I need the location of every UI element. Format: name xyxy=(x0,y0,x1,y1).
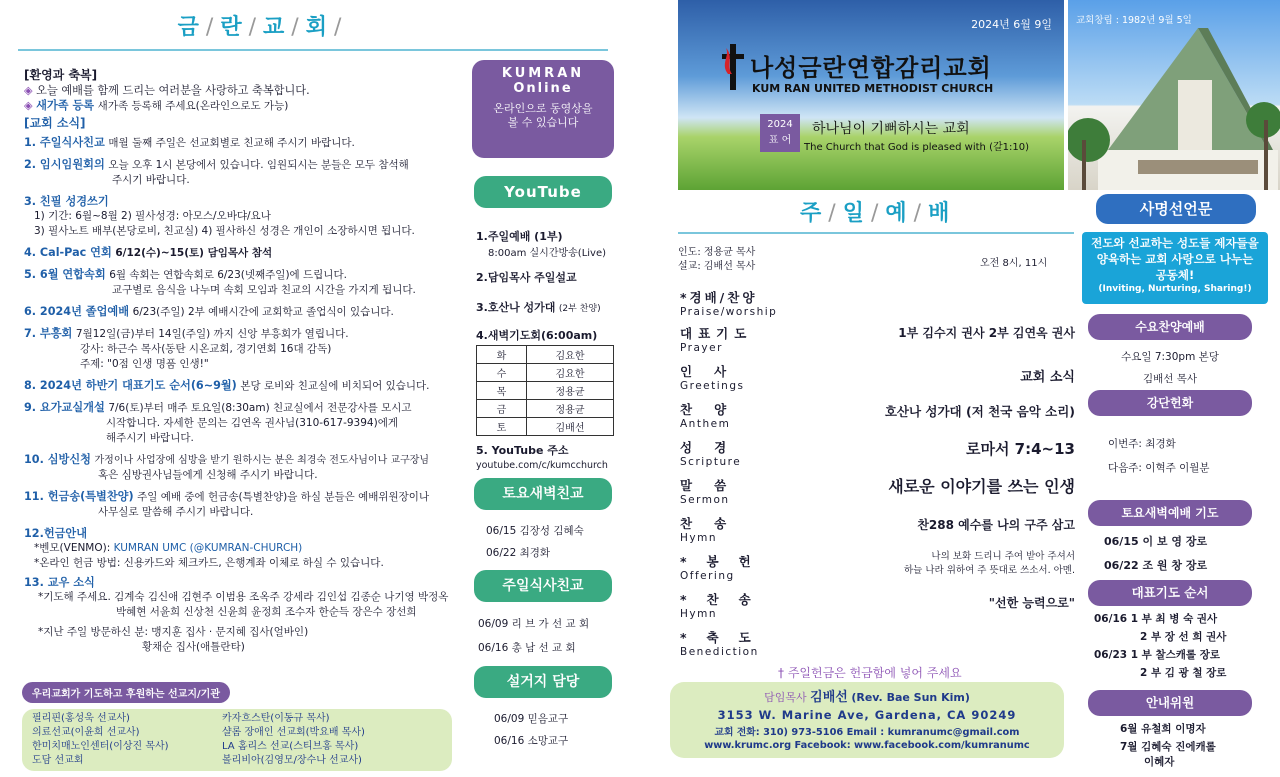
worship-row: 인사 Greetings 교회 소식 xyxy=(680,364,1075,392)
list-item: 6월 유철희 이명자 xyxy=(1120,723,1206,735)
pastor-label: 담임목사 xyxy=(764,691,807,704)
rep-prayer-heading: 대표기도 순서 xyxy=(1088,580,1252,606)
offering-line-2: 하늘 나라 위하여 주 뜻대로 쓰소서. 아멘. xyxy=(904,565,1075,576)
online-title-2: Online xyxy=(513,81,573,96)
contact-box xyxy=(670,682,1064,758)
news-item: 6. 2024년 졸업예배 6/23(주일) 2부 예배시간에 교회학교 졸업식이 있습니다. xyxy=(24,305,394,318)
yt-item: 1.주일예배 (1부) xyxy=(476,230,563,243)
welcome-line-2: ◈ 새가족 등록 새가족 등록해 주세요(온라인으로도 가능) xyxy=(24,99,289,112)
motto-en: The Church that God is pleased with (갈1:10) xyxy=(804,142,1029,153)
altar-flower-heading: 강단헌화 xyxy=(1088,390,1252,416)
dishwashing-heading: 설거지 담당 xyxy=(474,666,612,698)
list-item: 06/23 1 부 찰스캐롤 장로 xyxy=(1094,649,1220,661)
welcome-heading: [환영과 축복] xyxy=(24,68,98,82)
list-item: 2 부 김 광 철 장로 xyxy=(1140,667,1227,679)
mission-support-heading: 우리교회가 기도하고 후원하는 선교지/기관 xyxy=(22,682,230,703)
youtube-url[interactable]: youtube.com/c/kumcchurch xyxy=(476,460,608,471)
worship-time: 오전 8시, 11시 xyxy=(980,258,1048,269)
church-name-kr: 나성금란연합감리교회 xyxy=(750,54,992,82)
worship-info xyxy=(678,246,755,274)
dawn-prayer-table xyxy=(476,345,614,436)
mission-statement-en: (Inviting, Nurturing, Sharing!) xyxy=(1098,284,1252,294)
mission-item: 카자흐스탄(이동규 목사) xyxy=(222,713,330,724)
mission-item: LA 홈리스 선교(스티브홍 목사) xyxy=(222,741,359,752)
offering-line-1: 나의 보화 드리니 주여 받아 주셔서 xyxy=(931,551,1075,562)
page-title: 금 / 란 / 교 / 회 / xyxy=(177,15,346,40)
worship-row: *경배/찬양 Praise/worship xyxy=(680,290,778,318)
online-title: KUMRAN xyxy=(501,66,585,81)
list-item: 06/15 김장성 김혜숙 xyxy=(486,525,584,537)
yt-item: 3.호산나 성가대 xyxy=(476,301,556,314)
list-item: 2 부 장 선 희 권사 xyxy=(1140,631,1227,643)
list-item: 06/16 1 부 최 병 숙 권사 xyxy=(1094,613,1218,625)
mission-item: 볼리비아(김영모/장수나 선교사) xyxy=(222,755,362,766)
founded-date: 교회창립 : 1982년 9월 5일 xyxy=(1076,15,1192,26)
yt-item-detail: 8:00am 실시간방송(Live) xyxy=(488,248,607,259)
news-item: 10. 심방신청 가정이나 사업장에 심방을 받기 원하시는 분은 최경숙 전도사님이나 교구장님 혹은 심방권사님들에게 신청해 주시기 바랍니다. xyxy=(24,453,430,481)
youtube-heading: YouTube xyxy=(474,176,612,208)
worship-row: 말씀 Sermon 새로운 이야기를 쓰는 인생 xyxy=(680,477,1075,506)
news-item: 4. Cal-Pac 연회 6/12(수)~15(토) 담임목사 참석 xyxy=(24,246,273,259)
news-item: 9. 요가교실개설 7/6(토)부터 매주 토요일(8:30am) 친교실에서 전문강사를 모시고 시작합니다. 자세한 문의는 김연옥 권사님(310-617-9394)에게 해주시기 바랍니다. xyxy=(24,401,412,444)
worship-row: *봉헌 Offering 나의 보화 드리니 주여 받아 주셔서 하늘 나라 위하여 주 뜻대로 쓰소서. 아멘. xyxy=(680,551,1075,582)
news-item: 12.헌금안내 *벤모(VENMO): KUMRAN UMC (@KUMRAN-CHURCH) *온라인 헌금 방법: 신용카드와 체크카드, 은행계좌 이체로 하실 수 있습니다. xyxy=(24,527,384,569)
list-item: 06/09 리 브 가 선 교 회 xyxy=(478,618,590,630)
pastor-name-en: (Rev. Bae Sun Kim) xyxy=(851,691,970,704)
church-name-en: KUM RAN UNITED METHODIST CHURCH xyxy=(752,82,994,95)
table-row: 목 정용균 xyxy=(477,382,614,400)
pastor-name: 김배선 xyxy=(810,690,848,705)
mission-item: 도담 선교회 xyxy=(32,755,84,766)
news-item: 13. 교우 소식 *기도해 주세요. 김계숙 김신애 김현주 이범용 조옥주 강세라 김인섭 김종순 나기영 박정옥 박혜현 서윤희 신상천 신윤희 윤정희 조수자 한순득 장은수 장선희 *지난 주일 방문하신 분: 맹지훈 집사 · 문지혜 집사(얼바인) 황채순 집사(애틀란타) xyxy=(24,576,449,653)
sat-prayer-info xyxy=(1104,530,1207,578)
wednesday-time: 수요일 7:30pm 본당 xyxy=(1121,351,1219,363)
motto-tag xyxy=(760,114,800,152)
altar-this-week: 이번주: 최경화 xyxy=(1108,438,1176,450)
church-logo-icon xyxy=(720,44,746,90)
mission-support-list xyxy=(22,709,452,771)
list-item: 06/15 이 보 영 장로 xyxy=(1104,535,1208,548)
offering-note: † 주일헌금은 헌금함에 넣어 주세요 xyxy=(778,666,962,680)
meal-fellowship-list xyxy=(478,612,589,660)
worship-row: 성경 Scripture 로마서 7:4~13 xyxy=(680,440,1075,468)
rep-prayer-info xyxy=(1094,610,1226,682)
table-row: 화 김요한 xyxy=(477,346,614,364)
list-item: 06/09 믿음교구 xyxy=(494,713,569,725)
mission-item: 한미치매노인센터(이상진 목사) xyxy=(32,741,169,752)
mission-support-box xyxy=(22,682,452,771)
yt-item: 4.새벽기도회(6:00am) xyxy=(476,329,598,342)
news-item: 11. 헌금송(특별찬양) 주일 예배 중에 헌금송(특별찬양)을 하실 분들은 예배위원장이나 사무실로 말씀해 주시기 바랍니다. xyxy=(24,490,430,518)
worship-row: *축도 Benediction xyxy=(680,630,771,658)
table-row: 수 김요한 xyxy=(477,364,614,382)
news-item: 5. 6월 연합속회 6월 속회는 연합속회로 6/23(넷째주일)에 드립니다. 교구별로 음식을 나누며 속회 모임과 친교의 시간을 가지게 됩니다. xyxy=(24,268,416,296)
table-row: 금 정용균 xyxy=(477,400,614,418)
worship-row: 찬송 Hymn 찬288 예수를 나의 구주 삼고 xyxy=(680,516,1075,544)
news-item: 7. 부흥회 7월12일(금)부터 14일(주일) 까지 신앙 부흥회가 열립니다. 강사: 하근수 목사(동탄 시온교회, 경기연회 16대 감독) 주제: "0점 인생 명품 인생!" xyxy=(24,327,349,370)
worship-preacher: 설교: 김배선 목사 xyxy=(678,261,756,272)
worship-order xyxy=(680,288,1075,658)
list-item: 06/16 총 남 선 교 회 xyxy=(478,642,576,654)
youtube-info xyxy=(476,228,616,471)
usher-heading: 안내위원 xyxy=(1088,690,1252,716)
notices xyxy=(24,68,464,655)
list-item: 06/22 최경화 xyxy=(486,547,551,559)
worship-divider xyxy=(678,232,1074,234)
meal-fellowship-heading: 주일식사친교 xyxy=(474,570,612,602)
yt-item: 5. YouTube 주소 xyxy=(476,444,569,457)
dishwashing-list xyxy=(494,708,568,752)
news-item: 3. 친필 성경쓰기 1) 기간: 6월~8월 2) 필사성경: 아모스/오바댜/요나 3) 필사노트 배부(본당로비, 친교실) 4) 필사하신 성경은 개인이 소장하시면 됩니다. xyxy=(24,195,415,237)
church-address: 3153 W. Marine Ave, Gardena, CA 90249 xyxy=(717,708,1017,722)
church-building-image xyxy=(1068,0,1280,190)
news-item: 2. 임시임원회의 오늘 오후 1시 본당에서 있습니다. 임원되시는 분들은 모두 참석해 주시기 바랍니다. xyxy=(24,158,409,186)
worship-row: 대표기도 Prayer 1부 김수지 권사 2부 김연옥 권사 xyxy=(680,326,1075,354)
mission-statement-text: 전도와 선교하는 성도들 제자들을 양육하는 교회 사랑으로 나누는 공동체! xyxy=(1091,236,1259,282)
worship-row: *찬송 Hymn "선한 능력으로" xyxy=(680,592,1075,620)
welcome-line-1: ◈ 오늘 예배를 함께 드리는 여러분을 사랑하고 축복합니다. xyxy=(24,84,310,97)
church-photo xyxy=(1068,0,1280,190)
motto-year: 2024 xyxy=(767,119,793,130)
online-box xyxy=(472,60,614,158)
news-item: 1. 주일식사친교 매월 둘째 주일은 선교회별로 친교해 주시기 바랍니다. xyxy=(24,136,355,149)
sat-prayer-heading: 토요새벽예배 기도 xyxy=(1088,500,1252,526)
sat-fellowship-heading: 토요새벽친교 xyxy=(474,478,612,510)
list-item: 06/22 조 원 창 장로 xyxy=(1104,559,1208,572)
online-subtitle: 온라인으로 동영상을 볼 수 있습니다 xyxy=(493,102,593,129)
worship-leader: 인도: 정용균 목사 xyxy=(678,247,756,258)
list-item: 이혜자 xyxy=(1144,756,1175,768)
mission-statement-heading: 사명선언문 xyxy=(1096,194,1256,224)
left-column xyxy=(18,10,468,51)
worship-row: 찬양 Anthem 호산나 성가대 (저 천국 음악 소리) xyxy=(680,402,1075,430)
altar-next-week: 다음주: 이혁주 이월분 xyxy=(1108,462,1210,474)
yt-item-detail: (2부 찬양) xyxy=(558,304,601,314)
mission-statement-box xyxy=(1082,232,1268,304)
yt-item: 2.담임목사 주일설교 xyxy=(476,271,577,284)
mission-item: 의료선교(이윤희 선교사) xyxy=(32,727,140,738)
wednesday-worship-heading: 수요찬양예배 xyxy=(1088,314,1252,340)
banner xyxy=(678,0,1064,190)
news-item: 8. 2024년 하반기 대표기도 순서(6~9월) 본당 로비와 친교실에 비치되어 있습니다. xyxy=(24,379,430,392)
altar-flower-info xyxy=(1108,432,1210,480)
mission-item: 샬롬 장애인 선교회(박요배 목사) xyxy=(222,727,365,738)
motto-kr: 하나님이 기뻐하시는 교회 xyxy=(812,121,970,137)
motto-label: 표 어 xyxy=(768,135,792,146)
banner-date: 2024년 6월 9일 xyxy=(971,18,1052,31)
usher-info xyxy=(1120,720,1216,768)
table-row: 토 김배선 xyxy=(477,418,614,436)
church-web[interactable]: www.krumc.org Facebook: www.facebook.com/kumranumc xyxy=(704,740,1030,751)
divider xyxy=(18,49,608,51)
church-phone-email: 교회 전화: 310) 973-5106 Email : kumranumc@gmail.com xyxy=(714,727,1020,738)
sat-fellowship-list xyxy=(486,520,584,564)
mission-item: 필리핀(홍성욱 선교사) xyxy=(32,713,130,724)
wednesday-leader: 김배선 목사 xyxy=(1142,373,1198,385)
list-item: 7월 김혜숙 진에캐롤 xyxy=(1120,741,1216,753)
list-item: 06/16 소망교구 xyxy=(494,735,569,747)
wednesday-worship-info xyxy=(1088,346,1252,390)
news-heading: [교회 소식] xyxy=(24,116,86,130)
worship-title: 주 / 일 / 예 / 배 xyxy=(800,201,954,226)
